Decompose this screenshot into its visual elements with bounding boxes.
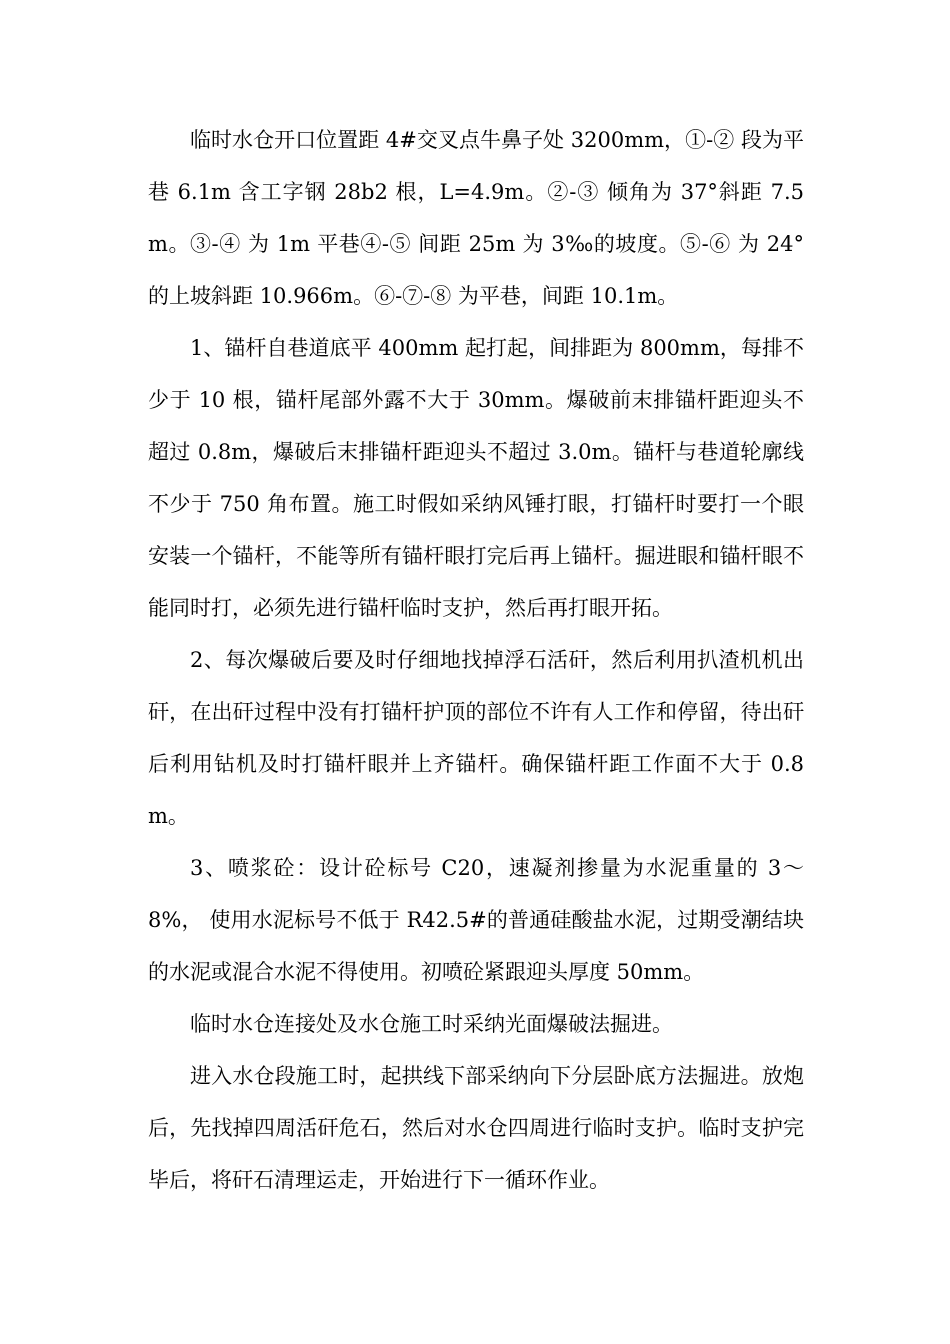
paragraph-smooth-blasting: 临时水仓连接处及水仓施工时采纳光面爆破法掘进。 xyxy=(190,1012,673,1036)
paragraph-blasting-cleanup: 2、每次爆破后要及时仔细地找掉浮石活矸，然后利用扒渣机机出矸，在出矸过程中没有打锚杆护顶的部位不许有人工作和停留，待出矸后利用钻机及时打锚杆眼并上齐锚杆。确保锚杆距工作面不大于 0.8m。 xyxy=(148,648,804,828)
document-body xyxy=(148,114,804,1206)
paragraph-anchor-bolts: 1、锚杆自巷道底平 400mm 起打起，间排距为 800mm，每排不少于 10 根，锚杆尾部外露不大于 30mm。爆破前末排锚杆距迎头不超过 0.8m，爆破后末排锚杆距迎头不超过 3.0m。锚杆与巷道轮廓线不少于 750 角布置。施工时假如采纳风锤打眼，打锚杆时要打一个眼安装一个锚杆，不能等所有锚杆眼打完后再上锚杆。掘进眼和锚杆眼不能同时打，必须先进行锚杆临时支护，然后再打眼开拓。 xyxy=(148,336,804,620)
paragraph-shotcrete: 3、喷浆砼：设计砼标号 C20，速凝剂掺量为水泥重量的 3～8%， 使用水泥标号不低于 R42.5#的普通硅酸盐水泥，过期受潮结块的水泥或混合水泥不得使用。初喷砼紧跟迎头厚度 50mm。 xyxy=(148,856,804,984)
paragraph-water-sump-layout: 临时水仓开口位置距 4#交叉点牛鼻子处 3200mm，①-② 段为平巷 6.1m 含工字钢 28b2 根，L=4.9m。②-③ 倾角为 37°斜距 7.5m。③-④ 为 1m 平巷④-⑤ 间距 25m 为 3‰的坡度。⑤-⑥ 为 24°的上坡斜距 10.966m。⑥-⑦-⑧ 为平巷，间距 10.1m。 xyxy=(148,128,804,308)
paragraph-excavation-method: 进入水仓段施工时，起拱线下部采纳向下分层卧底方法掘进。放炮后，先找掉四周活矸危石，然后对水仓四周进行临时支护。临时支护完毕后，将矸石清理运走，开始进行下一循环作业。 xyxy=(148,1064,804,1192)
